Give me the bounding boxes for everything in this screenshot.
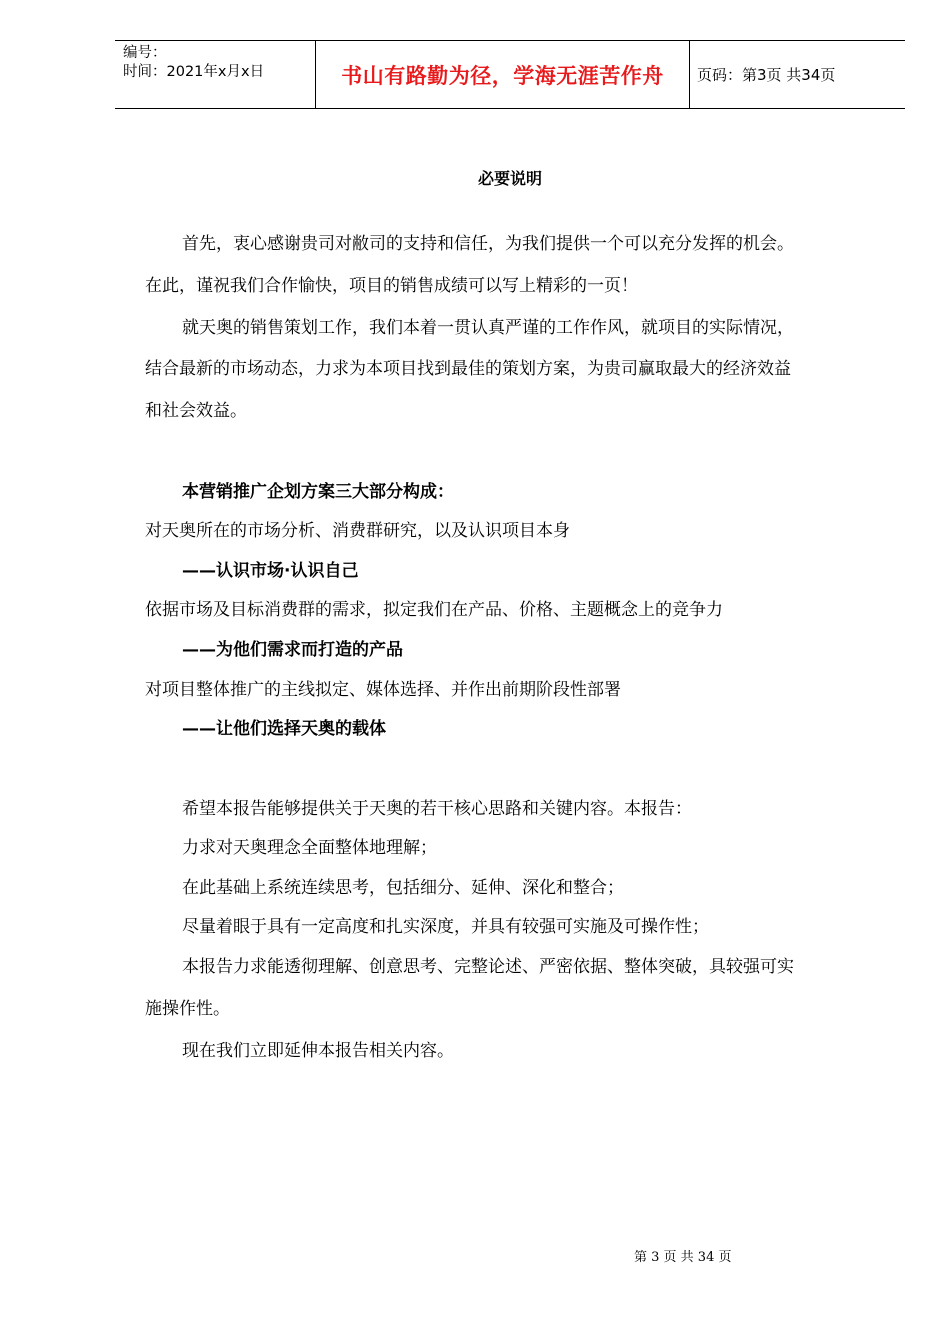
- page-header: [115, 40, 905, 109]
- part-description: 依据市场及目标消费群的需求，拟定我们在产品、价格、主题概念上的竞争力: [145, 600, 723, 620]
- closing-line: 现在我们立即延伸本报告相关内容。: [182, 1041, 454, 1061]
- intro-line: 在此，谨祝我们合作愉快，项目的销售成绩可以写上精彩的一页！: [145, 276, 638, 296]
- header-page-info: 页码：第3页 共34页: [697, 66, 836, 84]
- part-description: 对项目整体推广的主线拟定、媒体选择、并作出前期阶段性部署: [145, 680, 621, 700]
- header-number-label: 编号：: [123, 45, 167, 61]
- intro-line: 结合最新的市场动态，力求为本项目找到最佳的策划方案，为贵司赢取最大的经济效益: [145, 359, 791, 379]
- section-heading: 本营销推广企划方案三大部分构成：: [182, 482, 454, 502]
- document-title: 必要说明: [477, 169, 542, 188]
- part-tagline: ——让他们选择天奥的载体: [182, 719, 386, 739]
- closing-line: 力求对天奥理念全面整体地理解；: [182, 838, 437, 858]
- part-tagline: ——认识市场·认识自己: [182, 561, 359, 581]
- page-footer: 第 3 页 共 34 页: [634, 1250, 732, 1265]
- header-slogan: 书山有路勤为径，学海无涯苦作舟: [316, 41, 690, 108]
- closing-line: 施操作性。: [145, 999, 230, 1019]
- part-tagline: ——为他们需求而打造的产品: [182, 640, 403, 660]
- header-time-label: 时间：2021年x月x日: [123, 64, 265, 80]
- intro-line: 和社会效益。: [145, 401, 247, 421]
- intro-line: 首先，衷心感谢贵司对敝司的支持和信任，为我们提供一个可以充分发挥的机会。: [182, 234, 794, 254]
- header-meta: [115, 41, 316, 108]
- closing-line: 在此基础上系统连续思考，包括细分、延伸、深化和整合；: [182, 878, 624, 898]
- part-description: 对天奥所在的市场分析、消费群研究，以及认识项目本身: [145, 521, 570, 541]
- closing-line: 希望本报告能够提供关于天奥的若干核心思路和关键内容。本报告：: [182, 799, 692, 819]
- intro-line: 就天奥的销售策划工作，我们本着一贯认真严谨的工作作风，就项目的实际情况，: [182, 318, 794, 338]
- closing-line: 本报告力求能透彻理解、创意思考、完整论述、严密依据、整体突破，具较强可实: [182, 957, 794, 977]
- closing-line: 尽量着眼于具有一定高度和扎实深度，并具有较强可实施及可操作性；: [182, 917, 709, 937]
